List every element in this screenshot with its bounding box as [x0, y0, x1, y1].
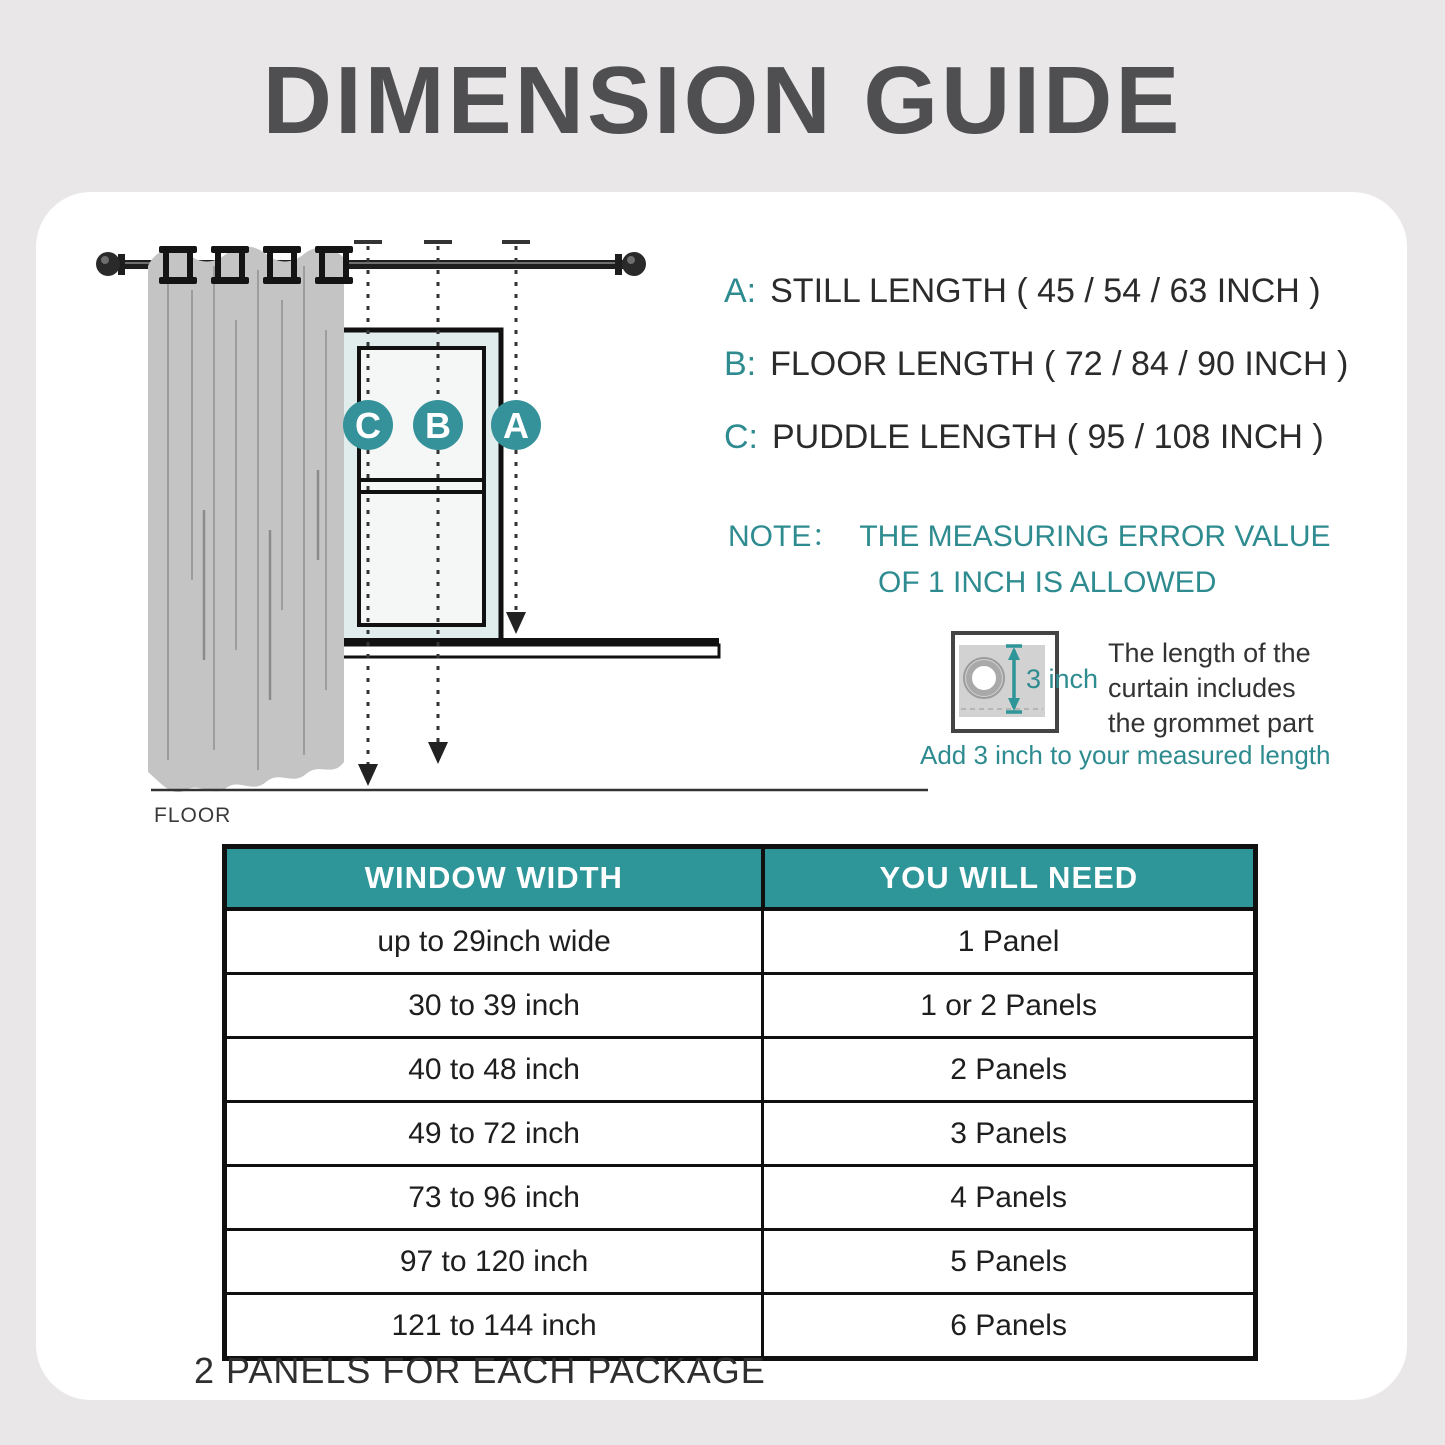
length-key-a: A: — [724, 272, 757, 310]
cell-need-2: 2 Panels — [763, 1038, 1256, 1102]
note-label: NOTE： — [728, 520, 842, 553]
grommet-desc-line3: the grommet part — [1108, 708, 1314, 738]
table-row — [225, 1230, 1256, 1294]
table-row — [225, 1038, 1256, 1102]
length-text-a: STILL LENGTH ( 45 / 54 / 63 INCH ) — [770, 272, 1321, 310]
curtain-icon — [148, 247, 344, 793]
cell-need-1: 1 or 2 Panels — [763, 974, 1256, 1038]
package-note: 2 PANELS FOR EACH PACKAGE — [194, 1350, 766, 1391]
table-row — [225, 1102, 1256, 1166]
cell-width-2: 40 to 48 inch — [225, 1038, 763, 1102]
cell-width-6: 121 to 144 inch — [225, 1294, 763, 1359]
cell-width-0: up to 29inch wide — [225, 909, 763, 974]
length-text-c: PUDDLE LENGTH ( 95 / 108 INCH ) — [772, 418, 1324, 456]
header-you-will-need: YOU WILL NEED — [763, 847, 1256, 910]
table-row — [225, 1294, 1256, 1359]
header-window-width: WINDOW WIDTH — [225, 847, 763, 910]
note-line1 — [728, 514, 1331, 560]
cell-width-5: 97 to 120 inch — [225, 1230, 763, 1294]
table-row — [225, 974, 1256, 1038]
badge-c: C — [355, 405, 381, 446]
length-legend — [724, 272, 1348, 491]
note-text1: THE MEASURING ERROR VALUE — [859, 520, 1331, 553]
length-key-b: B: — [724, 345, 757, 383]
cell-need-3: 3 Panels — [763, 1102, 1256, 1166]
note-line2: OF 1 INCH IS ALLOWED — [878, 566, 1217, 599]
panel-count-table — [222, 844, 1258, 1361]
three-inch-label: 3 inch — [1026, 664, 1099, 694]
grommet-tip: Add 3 inch to your measured length — [920, 740, 1331, 770]
cell-width-1: 30 to 39 inch — [225, 974, 763, 1038]
measure-badges — [343, 400, 541, 450]
cell-width-4: 73 to 96 inch — [225, 1166, 763, 1230]
length-text-b: FLOOR LENGTH ( 72 / 84 / 90 INCH ) — [770, 345, 1349, 383]
cell-width-3: 49 to 72 inch — [225, 1102, 763, 1166]
length-row-a — [724, 272, 1348, 345]
window-icon — [334, 330, 719, 657]
cell-need-6: 6 Panels — [763, 1294, 1256, 1359]
length-key-c: C: — [724, 418, 758, 456]
badge-a: A — [503, 405, 529, 446]
grommet-desc-line2: curtain includes — [1108, 673, 1296, 703]
length-row-b — [724, 345, 1348, 418]
cell-need-4: 4 Panels — [763, 1166, 1256, 1230]
cell-need-0: 1 Panel — [763, 909, 1256, 974]
table-header-row — [225, 847, 1256, 910]
grommet-desc-line1: The length of the — [1108, 638, 1311, 668]
measuring-note — [728, 514, 1331, 606]
length-row-c — [724, 418, 1348, 491]
floor-label: FLOOR — [154, 804, 232, 827]
cell-need-5: 5 Panels — [763, 1230, 1256, 1294]
table-row — [225, 1166, 1256, 1230]
grommet-description — [1108, 636, 1314, 741]
table-row — [225, 909, 1256, 974]
page-title: DIMENSION GUIDE — [262, 47, 1183, 154]
badge-b: B — [425, 405, 451, 446]
content-panel — [36, 192, 1407, 1400]
